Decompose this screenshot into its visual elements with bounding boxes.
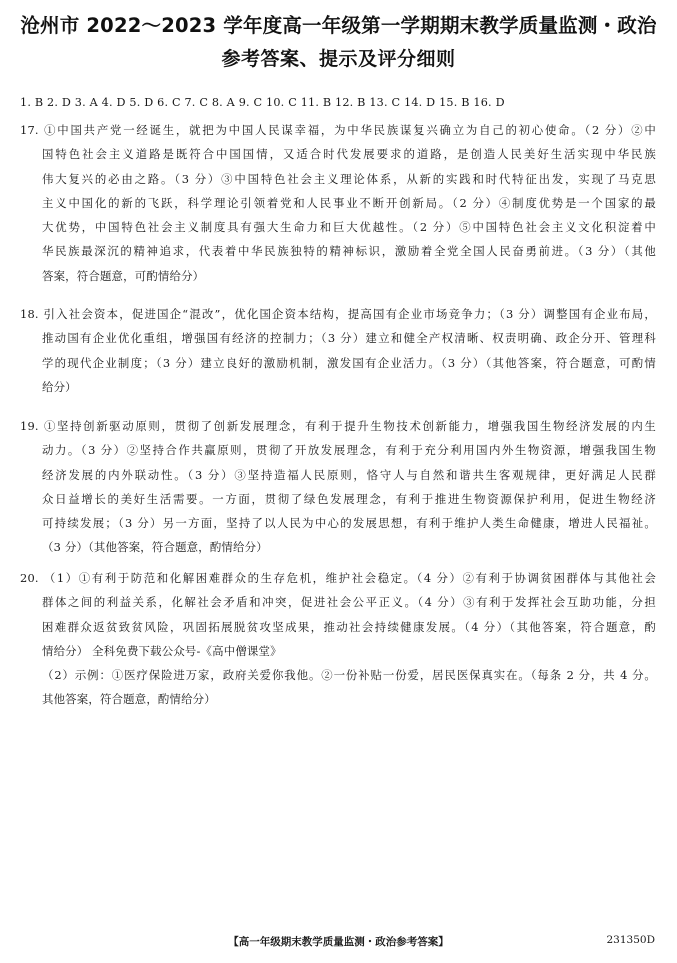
question-18	[20, 302, 656, 399]
q19-line: （3 分）（其他答案，符合题意，酌情给分）	[42, 540, 268, 555]
q17-line: 国特色社会主义道路是既符合中国国情，又适合时代发展要求的道路，是创造人民美好生活实现中华民族	[42, 147, 656, 162]
q17-line: 答案，符合题意，可酌情给分）	[42, 268, 205, 283]
footer-code: 231350D	[606, 934, 655, 946]
q20-line: 其他答案，符合题意，酌情给分）	[42, 692, 216, 707]
q18-line: 18. 引入社会资本，促进国企“混改”，优化国企资本结构，提高国有企业市场竞争力；（3 分）调整国有企业布局，	[20, 307, 656, 321]
q20-line: （2）示例：①医疗保险进万家，政府关爱你我他。②一份补贴一份爱，居民医保真实在。（每条 2 分，共 4 分。	[42, 668, 656, 683]
question-20	[20, 566, 656, 712]
q19-line: 众日益增长的美好生活需要。一方面，贯彻了绿色发展理念，有利于推进生物资源保护利用，促进生物经济	[42, 491, 656, 506]
q17-line: 主义中国化的新的飞跃，科学理论引领着党和人民事业不断开创新局。（2 分）④制度优势是一个国家的最	[42, 195, 656, 210]
q17-line: 大优势，中国特色社会主义制度具有强大生命力和巨大优越性。（2 分）⑤中国特色社会主义文化积淀着中	[42, 220, 656, 235]
q19-line: 可持续发展；（3 分）另一方面，坚持了以人民为中心的发展思想，有利于维护人类生命健康，增进人民福祉。	[42, 516, 656, 531]
page-footer	[0, 934, 677, 950]
q20-line: 情给分） 全科免费下载公众号-《高中僧课堂》	[42, 643, 282, 658]
q18-line: 给分）	[42, 379, 77, 394]
q19-line: 经济发展的内外联动性。（3 分）③坚持造福人民原则，恪守人与自然和谐共生客观规律，更好满足人民群	[42, 467, 656, 482]
question-17	[20, 118, 656, 288]
footer-title: 【高一年级期末教学质量监测・政治参考答案】	[228, 936, 449, 948]
q17-line: 华民族最深沉的精神追求，代表着中华民族独特的精神标识，激励着全党全国人民奋勇前进。（3 分）（其他	[42, 244, 656, 259]
q20-line: 群体之间的利益关系，化解社会矛盾和冲突，促进社会公平正义。（4 分）③有利于发挥社会互助功能，分担	[42, 595, 656, 610]
page-title: 沧州市 2022～2023 学年度高一年级第一学期期末教学质量监测・政治	[20, 14, 657, 37]
q20-line: 20. （1）①有利于防范和化解困难群众的生存危机，维护社会稳定。（4 分）②有利于协调贫困群体与其他社会	[20, 571, 656, 585]
page-subtitle: 参考答案、提示及评分细则	[221, 48, 456, 70]
q18-line: 学的现代企业制度；（3 分）建立良好的激励机制，激发国有企业活力。（3 分）（其他答案，符合题意，可酌情	[42, 355, 656, 370]
question-19	[20, 414, 656, 560]
q17-line: 17. ①中国共产党一经诞生，就把为中国人民谋幸福，为中华民族谋复兴确立为自己的初心使命。（2 分）②中	[20, 123, 656, 137]
q19-line: 动力。（3 分）②坚持合作共赢原则，贯彻了开放发展理念，有利于充分利用国内外生物资源，增强我国生物	[42, 443, 656, 458]
choice-answers: 1. B 2. D 3. A 4. D 5. D 6. C 7. C 8. A 9. C 10. C 11. B 12. B 13. C 14. D 15. B 16. D	[20, 96, 505, 109]
q17-line: 伟大复兴的必由之路。（3 分）③中国特色社会主义理论体系，从新的实践和时代特征出发，实现了马克思	[42, 171, 656, 186]
q19-line: 19. ①坚持创新驱动原则，贯彻了创新发展理念，有利于提升生物技术创新能力，增强我国生物经济发展的内生	[20, 419, 656, 433]
q20-line: 困难群众返贫致贫风险，巩固拓展脱贫攻坚成果，推动社会持续健康发展。（4 分）（其他答案，符合题意，酌	[42, 619, 656, 634]
q18-line: 推动国有企业优化重组，增强国有经济的控制力；（3 分）建立和健全产权清晰、权责明确、政企分开、管理科	[42, 331, 656, 346]
